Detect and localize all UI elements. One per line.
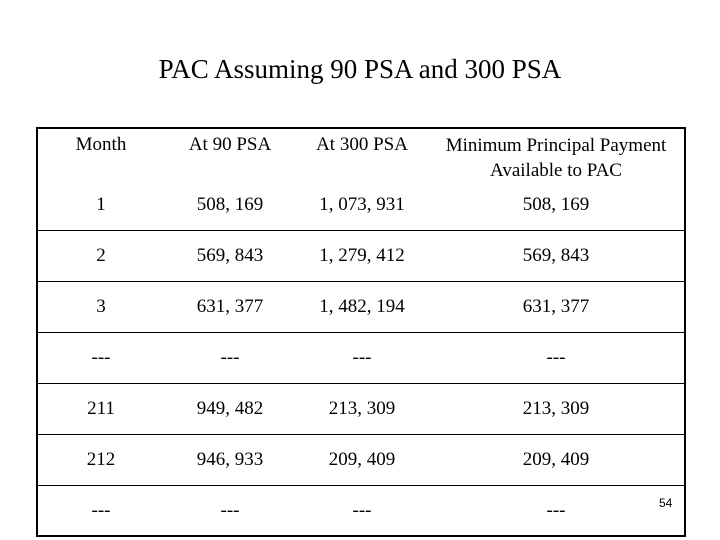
minimum-payment-cell: --- (546, 347, 566, 368)
at-90-psa-cell: 946, 933 (196, 449, 264, 470)
minimum-payment-cell: 631, 377 (522, 296, 590, 317)
month-cell: 1 (96, 194, 106, 215)
table-row (38, 383, 684, 433)
table-row (38, 434, 684, 484)
at-300-psa-cell: --- (352, 347, 372, 368)
minimum-payment-cell: 213, 309 (522, 398, 590, 419)
at-300-psa-cell: --- (352, 500, 372, 521)
header-at-90-psa: At 90 PSA (188, 134, 272, 155)
minimum-payment-cell: 209, 409 (522, 449, 590, 470)
table-row (38, 180, 684, 230)
at-90-psa-cell: 631, 377 (196, 296, 264, 317)
table-header-row (38, 129, 684, 179)
at-90-psa-cell: 508, 169 (196, 194, 264, 215)
at-90-psa-cell: --- (220, 347, 240, 368)
month-cell: --- (91, 500, 111, 521)
table-row (38, 230, 684, 280)
minimum-payment-cell: 569, 843 (522, 245, 590, 266)
month-cell: 211 (87, 398, 115, 419)
table-row (38, 485, 684, 535)
at-90-psa-cell: --- (220, 500, 240, 521)
at-90-psa-cell: 569, 843 (196, 245, 264, 266)
at-300-psa-cell: 1, 482, 194 (319, 296, 405, 317)
at-300-psa-cell: 213, 309 (328, 398, 396, 419)
header-at-300-psa: At 300 PSA (316, 134, 408, 155)
at-300-psa-cell: 1, 073, 931 (319, 194, 405, 215)
month-cell: 2 (96, 245, 106, 266)
header-month: Month (75, 134, 127, 155)
month-cell: 212 (86, 449, 116, 470)
page-number: 54 (659, 496, 673, 510)
month-cell: --- (91, 347, 111, 368)
at-300-psa-cell: 1, 279, 412 (319, 245, 405, 266)
page-title: PAC Assuming 90 PSA and 300 PSA (158, 54, 562, 84)
header-minimum-principal-payment: Minimum Principal Payment Available to PAC (445, 135, 667, 181)
minimum-payment-cell: --- (546, 500, 566, 521)
month-cell: 3 (96, 296, 106, 317)
table-row (38, 332, 684, 382)
table-row (38, 281, 684, 331)
pac-table (36, 127, 686, 537)
at-90-psa-cell: 949, 482 (196, 398, 264, 419)
at-300-psa-cell: 209, 409 (328, 449, 396, 470)
minimum-payment-cell: 508, 169 (522, 194, 590, 215)
